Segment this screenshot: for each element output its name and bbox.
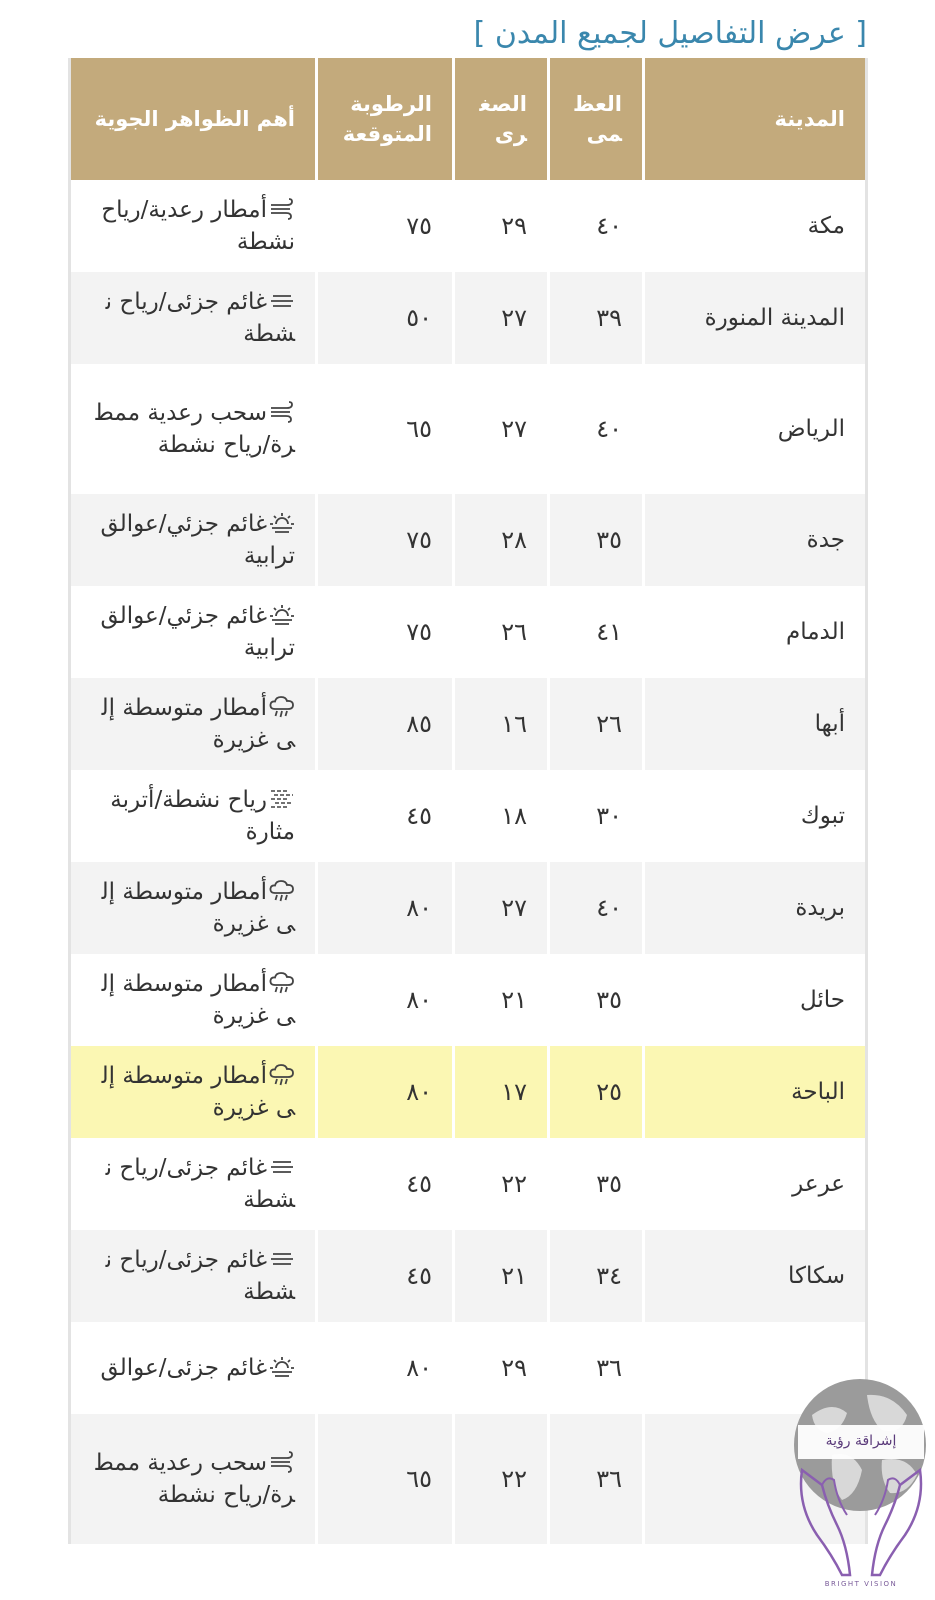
max-temp-cell: ٤٠ <box>549 862 644 954</box>
header-max: العظمى <box>549 58 644 180</box>
phenomena-text: غائم جزئى/رياح نشطة <box>105 289 295 347</box>
min-temp-cell: ٢١ <box>454 954 549 1046</box>
phenomena-text: أمطار متوسطة إلى غزيرة <box>101 1063 295 1121</box>
max-temp-cell: ٢٥ <box>549 1046 644 1138</box>
table-row <box>70 954 867 1046</box>
humidity-cell: ٨٠ <box>317 1046 454 1138</box>
phenomena-cell <box>70 678 317 770</box>
max-temp-cell: ٣٩ <box>549 272 644 364</box>
max-temp-cell: ٣٤ <box>549 1230 644 1322</box>
phenomena-cell <box>70 180 317 272</box>
bright-vision-logo <box>792 1375 930 1600</box>
wind-icon <box>269 1451 295 1473</box>
min-temp-cell: ٢٩ <box>454 180 549 272</box>
max-temp-cell: ٤٠ <box>549 364 644 494</box>
table-row <box>70 1230 867 1322</box>
min-temp-cell: ٢٩ <box>454 1322 549 1414</box>
header-humidity: الرطوبة المتوقعة <box>317 58 454 180</box>
humidity-cell: ٨٠ <box>317 1322 454 1414</box>
humidity-cell: ٨٠ <box>317 862 454 954</box>
table-row <box>70 1322 867 1414</box>
humidity-cell: ٤٥ <box>317 770 454 862</box>
phenomena-cell <box>70 1414 317 1544</box>
city-cell: تبوك <box>644 770 867 862</box>
min-temp-cell: ٢٧ <box>454 364 549 494</box>
city-cell: المدينة المنورة <box>644 272 867 364</box>
min-temp-cell: ١٨ <box>454 770 549 862</box>
humidity-cell: ٤٥ <box>317 1138 454 1230</box>
table-row <box>70 272 867 364</box>
min-temp-cell: ٢١ <box>454 1230 549 1322</box>
max-temp-cell: ٣٦ <box>549 1414 644 1544</box>
haze-icon <box>269 290 295 312</box>
humidity-cell: ٧٥ <box>317 586 454 678</box>
sun-haze-icon <box>269 512 295 534</box>
min-temp-cell: ١٧ <box>454 1046 549 1138</box>
city-cell: بريدة <box>644 862 867 954</box>
humidity-cell: ٤٥ <box>317 1230 454 1322</box>
max-temp-cell: ٣٥ <box>549 1138 644 1230</box>
wind-icon <box>269 401 295 423</box>
sun-haze-icon <box>269 1356 295 1378</box>
table-row <box>70 862 867 954</box>
phenomena-cell <box>70 770 317 862</box>
min-temp-cell: ١٦ <box>454 678 549 770</box>
table-row <box>70 1046 867 1138</box>
phenomena-text: غائم جزئى/رياح نشطة <box>105 1155 295 1213</box>
phenomena-text: سحب رعدية ممطرة/رياح نشطة <box>95 400 295 458</box>
city-cell: عرعر <box>644 1138 867 1230</box>
city-cell: جدة <box>644 494 867 586</box>
table-body <box>70 180 867 1544</box>
sun-haze-icon <box>269 604 295 626</box>
table-row <box>70 1138 867 1230</box>
logo-subtext: BRIGHT VISION <box>824 1580 898 1588</box>
max-temp-cell: ٣٥ <box>549 954 644 1046</box>
humidity-cell: ٦٥ <box>317 364 454 494</box>
max-temp-cell: ٤٠ <box>549 180 644 272</box>
haze-icon <box>269 1156 295 1178</box>
min-temp-cell: ٢٧ <box>454 272 549 364</box>
table-row <box>70 494 867 586</box>
phenomena-text: أمطار متوسطة إلى غزيرة <box>101 695 295 753</box>
haze-icon <box>269 1248 295 1270</box>
phenomena-cell <box>70 1138 317 1230</box>
logo-text: إشراقة رؤية <box>825 1433 897 1449</box>
phenomena-text: أمطار متوسطة إلى غزيرة <box>101 879 295 937</box>
rain-cloud-icon <box>269 1064 295 1086</box>
table-row <box>70 180 867 272</box>
table-row <box>70 770 867 862</box>
max-temp-cell: ٣٦ <box>549 1322 644 1414</box>
header-phenomena: أهم الظواهر الجوية <box>70 58 317 180</box>
phenomena-text: غائم جزئى/عوالق <box>100 1355 267 1381</box>
min-temp-cell: ٢٦ <box>454 586 549 678</box>
phenomena-cell <box>70 1230 317 1322</box>
table-header-row <box>70 58 867 180</box>
max-temp-cell: ٤١ <box>549 586 644 678</box>
phenomena-text: غائم جزئى/رياح نشطة <box>105 1247 295 1305</box>
header-city: المدينة <box>644 58 867 180</box>
city-cell: أبها <box>644 678 867 770</box>
title-close-bracket: ] <box>473 16 486 51</box>
title-open-bracket: [ <box>855 16 867 51</box>
humidity-cell: ٧٥ <box>317 494 454 586</box>
phenomena-cell <box>70 364 317 494</box>
city-cell: مكة <box>644 180 867 272</box>
phenomena-text: رياح نشطة/أتربة مثارة <box>110 787 295 845</box>
humidity-cell: ٨٥ <box>317 678 454 770</box>
table-row <box>70 1414 867 1544</box>
phenomena-text: سحب رعدية ممطرة/رياح نشطة <box>95 1450 295 1508</box>
table-row <box>70 364 867 494</box>
table-row <box>70 586 867 678</box>
phenomena-cell <box>70 954 317 1046</box>
rain-cloud-icon <box>269 880 295 902</box>
city-cell: الباحة <box>644 1046 867 1138</box>
phenomena-text: غائم جزئي/عوالق ترابية <box>100 603 295 661</box>
max-temp-cell: ٣٥ <box>549 494 644 586</box>
min-temp-cell: ٢٢ <box>454 1414 549 1544</box>
max-temp-cell: ٣٠ <box>549 770 644 862</box>
phenomena-text: أمطار رعدية/رياح نشطة <box>101 197 295 255</box>
humidity-cell: ٥٠ <box>317 272 454 364</box>
weather-table <box>68 58 868 1544</box>
phenomena-cell <box>70 862 317 954</box>
city-cell: الرياض <box>644 364 867 494</box>
section-title[interactable] <box>474 12 867 56</box>
phenomena-cell <box>70 272 317 364</box>
phenomena-cell <box>70 1322 317 1414</box>
humidity-cell: ٧٥ <box>317 180 454 272</box>
city-cell: حائل <box>644 954 867 1046</box>
phenomena-text: غائم جزئي/عوالق ترابية <box>100 511 295 569</box>
phenomena-cell <box>70 586 317 678</box>
wind-icon <box>269 198 295 220</box>
phenomena-text: أمطار متوسطة إلى غزيرة <box>101 971 295 1029</box>
min-temp-cell: ٢٢ <box>454 1138 549 1230</box>
min-temp-cell: ٢٧ <box>454 862 549 954</box>
humidity-cell: ٦٥ <box>317 1414 454 1544</box>
rain-cloud-icon <box>269 696 295 718</box>
phenomena-cell <box>70 1046 317 1138</box>
max-temp-cell: ٢٦ <box>549 678 644 770</box>
humidity-cell: ٨٠ <box>317 954 454 1046</box>
min-temp-cell: ٢٨ <box>454 494 549 586</box>
city-cell: سكاكا <box>644 1230 867 1322</box>
title-text[interactable]: عرض التفاصيل لجميع المدن <box>494 16 846 51</box>
city-cell: الدمام <box>644 586 867 678</box>
header-min: الصغرى <box>454 58 549 180</box>
dust-icon <box>269 788 295 810</box>
phenomena-cell <box>70 494 317 586</box>
table-row <box>70 678 867 770</box>
rain-cloud-icon <box>269 972 295 994</box>
globe-hands-icon <box>792 1375 930 1600</box>
